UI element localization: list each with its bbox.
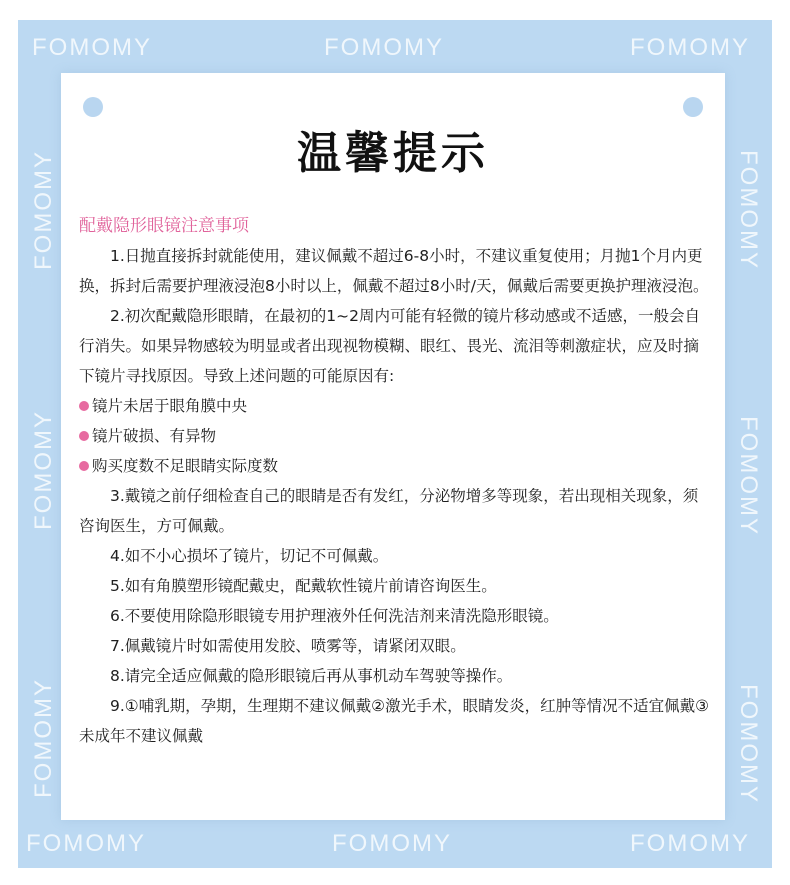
section-heading: 配戴隐形眼镜注意事项 <box>79 216 249 236</box>
paragraph-1: 1.日抛直接拆封就能使用，建议佩戴不超过6-8小时，不建议重复使用；月抛1个月内更换，拆封后需要护理液浸泡8小时以上，佩戴不超过8小时/天，佩戴后需要更换护理液浸泡。 <box>79 247 709 295</box>
paragraph-2: 2.初次配戴隐形眼睛，在最初的1~2周内可能有轻微的镜片移动感或不适感，一般会自行消失。如果异物感较为明显或者出现视物模糊、眼红、畏光、流泪等刺激症状，应及时摘下镜片寻找原因。导致上述问题的可能原因有: <box>79 307 701 385</box>
watermark: FOMOMY <box>30 678 57 798</box>
bullet-dot-icon <box>79 461 89 471</box>
bullet-item <box>79 421 711 451</box>
watermark: FOMOMY <box>26 830 146 857</box>
watermark: FOMOMY <box>332 830 452 857</box>
page-title: 温馨提示 <box>297 128 489 179</box>
watermark: FOMOMY <box>30 410 57 530</box>
paragraph-8: 8.请完全适应佩戴的隐形眼镜后再从事机动车驾驶等操作。 <box>110 667 513 685</box>
watermark: FOMOMY <box>735 416 762 536</box>
watermark: FOMOMY <box>630 830 750 857</box>
watermark: FOMOMY <box>32 34 152 61</box>
notice-content <box>79 211 711 751</box>
watermark: FOMOMY <box>735 684 762 804</box>
paragraph-7: 7.佩戴镜片时如需使用发胶、喷雾等，请紧闭双眼。 <box>110 637 466 655</box>
paragraph-9: 9.①哺乳期，孕期，生理期不建议佩戴②激光手术，眼睛发炎，红肿等情况不适宜佩戴③未成年不建议佩戴 <box>79 697 709 745</box>
bullet-text: 购买度数不足眼睛实际度数 <box>92 457 279 475</box>
bullet-item <box>79 451 711 481</box>
watermark: FOMOMY <box>630 34 750 61</box>
paragraph-4: 4.如不小心损坏了镜片，切记不可佩戴。 <box>110 547 389 565</box>
pin-hole-left <box>83 97 103 117</box>
pin-hole-right <box>683 97 703 117</box>
watermark: FOMOMY <box>324 34 444 61</box>
bullet-dot-icon <box>79 431 89 441</box>
bullet-text: 镜片破损、有异物 <box>92 427 217 445</box>
bullet-item <box>79 391 711 421</box>
bullet-dot-icon <box>79 401 89 411</box>
watermark: FOMOMY <box>735 150 762 270</box>
notice-card <box>61 73 725 820</box>
paragraph-6: 6.不要使用除隐形眼镜专用护理液外任何洗洁剂来清洗隐形眼镜。 <box>110 607 559 625</box>
paragraph-3: 3.戴镜之前仔细检查自己的眼睛是否有发红，分泌物增多等现象，若出现相关现象，须咨询医生，方可佩戴。 <box>79 487 699 535</box>
bullet-text: 镜片未居于眼角膜中央 <box>92 397 248 415</box>
paragraph-5: 5.如有角膜塑形镜配戴史，配戴软性镜片前请咨询医生。 <box>110 577 497 595</box>
watermark: FOMOMY <box>30 150 57 270</box>
